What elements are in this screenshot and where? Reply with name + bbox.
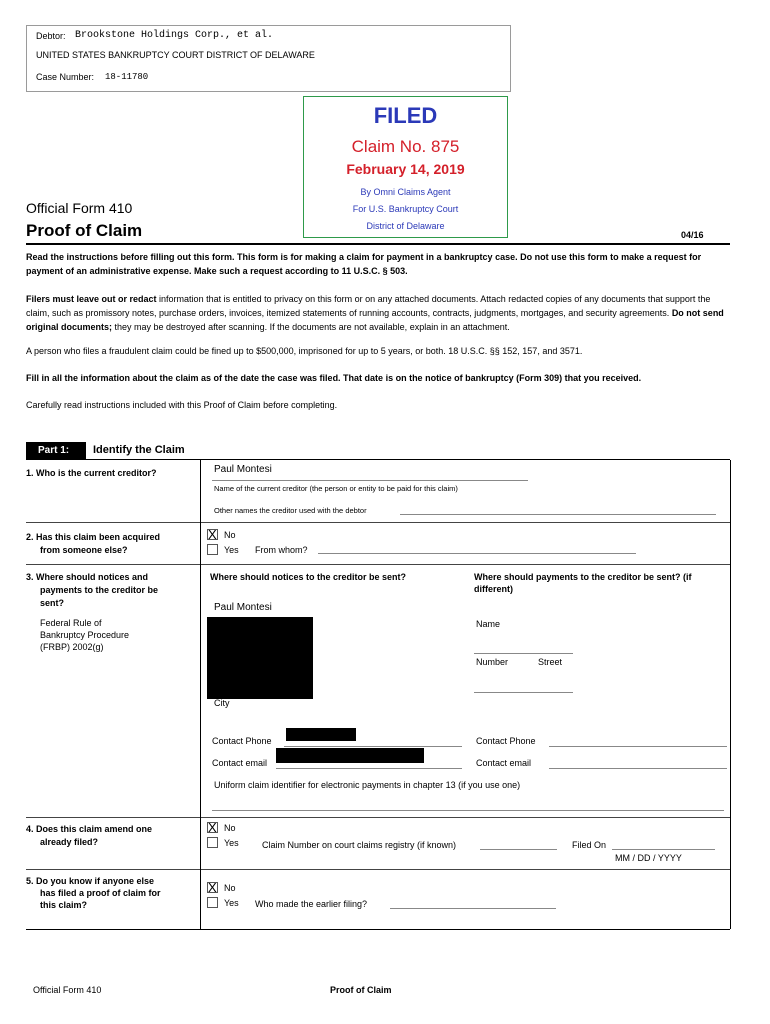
q2-question-l1: 2. Has this claim been acquired — [26, 532, 161, 542]
q4-filed-on-input[interactable] — [612, 849, 715, 850]
q2-yes-checkbox[interactable] — [207, 544, 218, 555]
uci-input[interactable] — [212, 810, 724, 811]
fill-in-instructions: Fill in all the information about the claim as of the date the case was filed. That date is on the notice of bankruptcy (Form 309) that you received. — [26, 373, 642, 383]
redacted-email — [276, 748, 424, 763]
notices-heading: Where should notices to the creditor be sent? — [210, 572, 407, 582]
redact-bold-2: Do not send original documents; — [26, 308, 724, 332]
claim-number: Claim No. 875 — [351, 137, 460, 156]
q1-other-names-label: Other names the creditor used with the debtor — [214, 506, 367, 515]
row-divider — [26, 817, 730, 818]
redact-text-2: they may be destroyed after scanning. If the documents are not available, explain in an attachment. — [112, 322, 510, 332]
debtor-label: Debtor: — [36, 31, 66, 41]
q5-yes-label: Yes — [224, 898, 239, 908]
q2-no-check-mark: X — [208, 527, 217, 542]
q2-no-label: No — [224, 530, 236, 540]
q1-caption: Name of the current creditor (the person or entity to be paid for this claim) — [214, 484, 458, 493]
filed-date: February 14, 2019 — [346, 161, 465, 177]
q4-no-label: No — [224, 823, 236, 833]
q3-question-l2: payments to the creditor be — [40, 585, 159, 595]
q1-creditor-name: Paul Montesi — [214, 464, 272, 475]
notice-email-label: Contact email — [212, 758, 268, 768]
payment-name-input[interactable] — [474, 653, 573, 654]
redacted-phone — [286, 728, 356, 741]
payment-email-input[interactable] — [549, 768, 727, 769]
title-rule — [26, 243, 730, 245]
q5-who-input[interactable] — [390, 908, 556, 909]
payments-heading-l1: Where should payments to the creditor be sent? (if — [474, 572, 692, 582]
uci-label: Uniform claim identifier for electronic payments in chapter 13 (if you use one) — [214, 780, 521, 790]
q1-name-line — [212, 480, 528, 481]
frbp-l3: (FRBP) 2002(g) — [40, 642, 104, 652]
q4-question-l1: 4. Does this claim amend one — [26, 824, 153, 834]
payment-email-label: Contact email — [476, 758, 532, 768]
redact-bold-1: Filers must leave out or redact — [26, 294, 157, 304]
court-name: UNITED STATES BANKRUPTCY COURT DISTRICT OF DELAWARE — [36, 50, 315, 60]
redact-text-1: information that is entitled to privacy on this form or on any attached documents. Attach redacted copies of any documents that support the claim, such as promissory notes, purchase orders, invoices, itemized statements of running accounts, contracts, judgments, mortgages, and security agreements. — [26, 294, 711, 318]
notice-city-label: City — [214, 698, 230, 708]
q3-question-l3: sent? — [40, 598, 65, 608]
q1-other-names-input[interactable] — [400, 514, 716, 515]
payment-city-input[interactable] — [474, 692, 573, 693]
case-number-label: Case Number: — [36, 72, 95, 82]
right-border — [730, 460, 731, 929]
notice-email-input[interactable] — [276, 768, 462, 769]
q3-question-l1: 3. Where should notices and — [26, 572, 149, 582]
q5-question-l2: has filed a proof of claim for — [40, 888, 161, 898]
q5-yes-checkbox[interactable] — [207, 897, 218, 908]
payment-number-label: Number — [476, 657, 509, 667]
q4-no-check-mark: X — [208, 820, 217, 835]
instructions-intro: Read the instructions before filling out this form. This form is for making a claim for payment in a bankruptcy case. Do not use this form to make a request for payment of an administrative expense. Make such a request according to 11 U.S.C. § 503. — [26, 252, 702, 276]
q2-from-whom-label: From whom? — [255, 545, 308, 555]
q2-question-l2: from someone else? — [40, 545, 128, 555]
row-divider — [26, 522, 730, 523]
q4-claim-number-label: Claim Number on court claims registry (if known) — [262, 840, 457, 850]
debtor-value: Brookstone Holdings Corp., et al. — [75, 30, 274, 41]
q4-filed-on-label: Filed On — [572, 840, 607, 850]
payment-street-label: Street — [538, 657, 563, 667]
footer-title: Proof of Claim — [330, 985, 392, 995]
redacted-address — [207, 617, 313, 699]
notice-phone-input[interactable] — [284, 746, 462, 747]
q4-yes-label: Yes — [224, 838, 239, 848]
q5-question-l1: 5. Do you know if anyone else — [26, 876, 155, 886]
payments-heading-l2: different) — [474, 584, 513, 594]
fraud-warning: A person who files a fraudulent claim could be fined up to $500,000, imprisoned for up to 5 years, or both. 18 U.S.C. §§ 152, 157, and 3571. — [26, 346, 583, 356]
q5-who-label: Who made the earlier filing? — [255, 899, 368, 909]
notice-creditor-name: Paul Montesi — [214, 602, 272, 613]
part1-label: Part 1: — [38, 445, 70, 456]
form-title: Proof of Claim — [26, 221, 143, 240]
q5-no-label: No — [224, 883, 236, 893]
part1-rule — [26, 459, 730, 460]
payment-phone-input[interactable] — [549, 746, 727, 747]
payment-phone-label: Contact Phone — [476, 736, 536, 746]
stamp-court: For U.S. Bankruptcy Court — [352, 204, 459, 214]
part1-title: Identify the Claim — [93, 444, 185, 456]
q2-yes-label: Yes — [224, 545, 239, 555]
column-divider — [200, 460, 201, 929]
stamp-agent: By Omni Claims Agent — [360, 187, 451, 197]
footer-form-name: Official Form 410 — [33, 985, 102, 995]
redact-instructions — [26, 292, 731, 334]
frbp-l2: Bankruptcy Procedure — [40, 630, 130, 640]
payment-name-label: Name — [476, 619, 501, 629]
row-divider — [26, 564, 730, 565]
read-instructions: Carefully read instructions included with this Proof of Claim before completing. — [26, 400, 338, 410]
official-form-label: Official Form 410 — [26, 200, 133, 216]
q5-question-l3: this claim? — [40, 900, 88, 910]
notice-phone-label: Contact Phone — [212, 736, 272, 746]
q1-question: 1. Who is the current creditor? — [26, 468, 157, 478]
filed-stamp-title: FILED — [373, 103, 438, 128]
q5-no-check-mark: X — [208, 880, 217, 895]
case-number-value: 18-11780 — [105, 72, 149, 82]
q4-question-l2: already filed? — [40, 837, 99, 847]
row-divider — [26, 869, 730, 870]
part1-bottom-rule — [26, 929, 730, 930]
q2-from-whom-input[interactable] — [318, 553, 636, 554]
q4-yes-checkbox[interactable] — [207, 837, 218, 848]
q4-date-format: MM / DD / YYYY — [615, 853, 682, 863]
stamp-district: District of Delaware — [366, 221, 445, 231]
q4-claim-number-input[interactable] — [480, 849, 557, 850]
form-revision: 04/16 — [681, 230, 704, 240]
frbp-l1: Federal Rule of — [40, 618, 102, 628]
